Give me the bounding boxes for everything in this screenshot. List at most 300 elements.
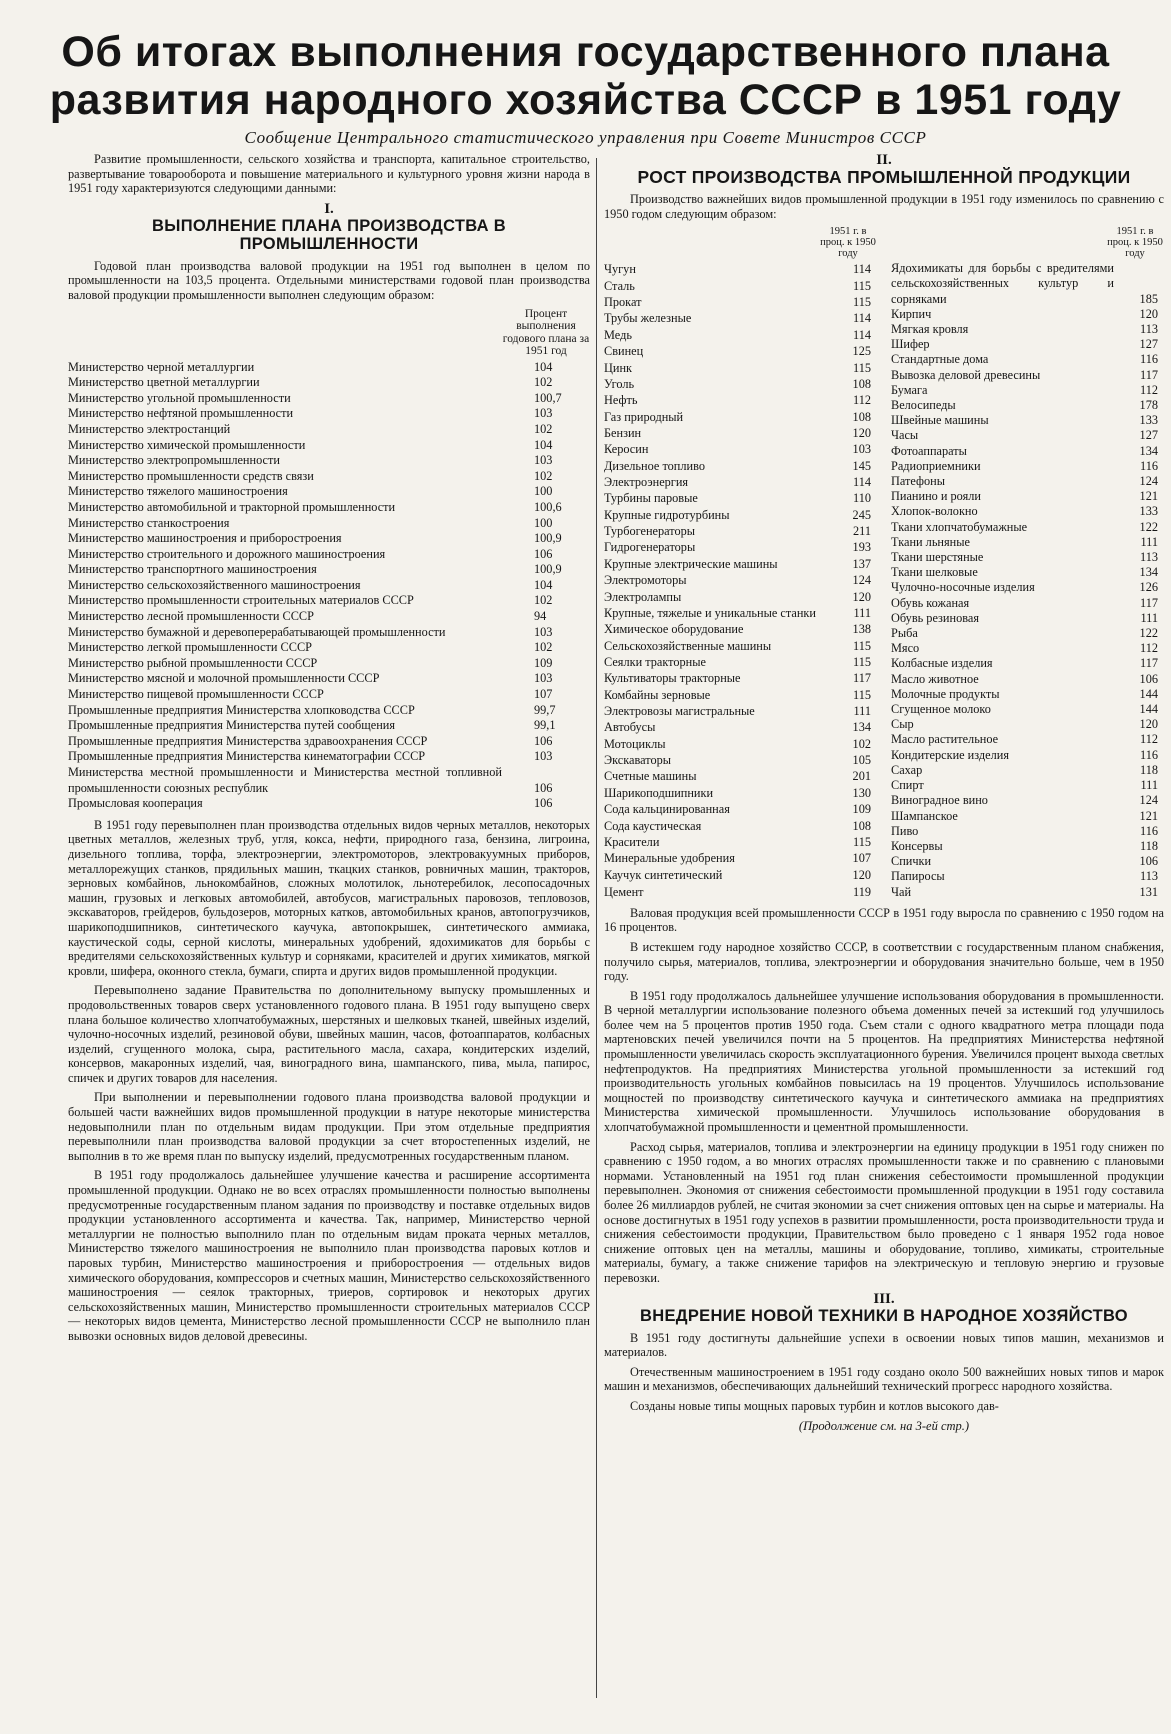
product-row-value: 133 — [1139, 504, 1158, 519]
product-row-value: 115 — [853, 360, 871, 375]
product-row-label: Автобусы — [604, 720, 656, 735]
ministry-row-label: Министерство угольной промышленности — [68, 390, 291, 405]
product-row — [604, 850, 877, 866]
product-row-value: 133 — [1139, 413, 1158, 428]
product-row-value: 117 — [1140, 656, 1158, 671]
product-row — [891, 672, 1164, 687]
product-row-label: Спички — [891, 854, 932, 869]
product-row-label: Электромоторы — [604, 573, 687, 588]
product-row-value: 122 — [1139, 626, 1158, 641]
product-row — [891, 444, 1164, 459]
product-row-label: Фотоаппараты — [891, 443, 967, 458]
product-row-value: 134 — [1139, 565, 1158, 580]
product-row-value: 103 — [852, 442, 871, 457]
product-row-value: 115 — [853, 834, 871, 849]
ministry-row — [68, 578, 590, 594]
ministry-row — [68, 703, 590, 719]
product-row-label: Шифер — [891, 337, 930, 352]
product-row-label: Газ природный — [604, 409, 684, 424]
product-row-value: 125 — [852, 344, 871, 359]
product-row — [891, 885, 1164, 900]
product-row-value: 102 — [852, 736, 871, 751]
product-row-value: 145 — [852, 458, 871, 473]
product-row-value: 130 — [852, 785, 871, 800]
product-row — [604, 817, 877, 833]
product-row-value: 121 — [1139, 808, 1158, 823]
product-row — [604, 441, 877, 457]
product-row — [604, 294, 877, 310]
product-row-label: Нефть — [604, 393, 638, 408]
product-row — [604, 834, 877, 850]
ministry-row-label: Министерство транспортного машиностроения — [68, 562, 317, 577]
ministry-table-header: Процент выполнения годового плана за 1951 год — [502, 307, 590, 358]
product-row-label: Красители — [604, 834, 660, 849]
product-row — [891, 398, 1164, 413]
product-row-value: 121 — [1139, 489, 1158, 504]
product-row-label: Турбины паровые — [604, 491, 698, 506]
product-row — [604, 768, 877, 784]
product-row-label: Крупные гидротурбины — [604, 507, 730, 522]
product-row-label: Сеялки тракторные — [604, 654, 706, 669]
ministry-row-value: 109 — [534, 655, 553, 670]
ministry-row-label: Министерство электропромышленности — [68, 453, 280, 468]
product-row — [604, 719, 877, 735]
product-row-value: 111 — [1140, 778, 1158, 793]
product-row-label: Кирпич — [891, 306, 932, 321]
product-row-value: 127 — [1139, 337, 1158, 352]
product-row — [891, 383, 1164, 398]
product-row — [891, 869, 1164, 884]
ministry-row-label: Министерство рыбной промышленности СССР — [68, 655, 318, 670]
ministry-row-label: Министерство станкостроения — [68, 515, 230, 530]
product-row-value: 111 — [1140, 534, 1158, 549]
product-row-label: Медь — [604, 327, 632, 342]
ministry-row-value: 102 — [534, 593, 553, 608]
product-row-label: Прокат — [604, 295, 642, 310]
ministry-row — [68, 625, 590, 641]
product-row-value: 120 — [1139, 306, 1158, 321]
ministry-row-value: 106 — [534, 546, 553, 561]
product-row-value: 113 — [1140, 322, 1158, 336]
products-table-left — [604, 261, 877, 900]
product-row-label: Швейные машины — [891, 413, 989, 428]
section-1-number: I. — [324, 200, 334, 217]
product-row-label: Бумага — [891, 382, 928, 397]
page-subheadline: Сообщение Центрального статистического управления при Совете Министров СССР — [244, 128, 927, 147]
product-row-value: 120 — [1139, 717, 1158, 732]
product-row-label: Сгущенное молоко — [891, 702, 991, 717]
paragraph-supply: В истекшем году народное хозяйство СССР, в соответствии с государственным планом снабжения, получило сырья, материалов, топлива, электроэнергии и оборудования значительно больше, чем в 1950 году. — [604, 939, 1164, 984]
product-row — [891, 337, 1164, 352]
product-row-value: 134 — [852, 720, 871, 735]
product-row-label: Стандартные дома — [891, 352, 989, 367]
product-row-label: Шарикоподшипники — [604, 785, 714, 800]
product-row-label: Мягкая кровля — [891, 322, 969, 336]
product-row — [891, 702, 1164, 717]
product-row — [891, 778, 1164, 793]
product-row-value: 211 — [853, 524, 871, 539]
product-row-label: Бензин — [604, 425, 642, 440]
ministry-row — [68, 531, 590, 547]
paragraph-cost-reduction: Расход сырья, материалов, топлива и электроэнергии на единицу продукции в 1951 году снижен по сравнению с 1950 годом, а во многих отраслях промышленности также и по сравнению с плановыми нормами. Установленный на 1951 год план снижения себестоимости промышленной продукции перевыполнен. Экономия от снижения себестоимости промышленной продукции в 1951 году составила более 26 миллиардов рублей, не считая экономии за счет снижения оптовых цен на сырье и материалы. На основе достигнутых в 1951 году успехов в развитии промышленности, роста производительности труда и снижения себестоимости продукции, Правительством было проведено с 1 января 1952 года новое снижение оптовых цен на металлы, машины и оборудование, топливо, химикаты, строительные материалы, бумагу, а также снижение тарифов на электрическую и тепловую энергию и грузовые перевозки. — [604, 1139, 1164, 1285]
ministry-row-label: Промысловая кооперация — [68, 796, 203, 811]
ministry-row-label: Министерство промышленности средств связи — [68, 468, 314, 483]
product-row-label: Часы — [891, 428, 919, 443]
product-row — [891, 809, 1164, 824]
ministry-row-value: 102 — [534, 421, 553, 436]
product-row — [604, 343, 877, 359]
product-row — [604, 785, 877, 801]
section-1-paragraph: Годовой план производства валовой продукции на 1951 год выполнен в целом по промышленности на 103,5 процента. Отдельными министерствами годовой план производства валовой продукции промышленности выполнен следующим образом: — [68, 258, 590, 302]
paragraph-equipment-use: В 1951 году продолжалось дальнейшее улучшение использования оборудования в промышленности. В черной металлургии использование полезного объема доменных печей за истекший год улучшилось более чем на 5 процентов против 1950 года. Съем стали с одного квадратного метра площади пода мартеновских печей увеличился почти на 5 процентов. На предприятиях Министерства нефтяной промышленности увеличилась скорость эксплуатационного бурения. Увеличился процент выхода светлых нефтепродуктов. На предприятиях Министерства угольной промышленности за истекший год производительность угольных комбайнов повысилась на 19 процентов. Улучшилось использование мощностей по производству синтетического каучука и синтетического аммиака на предприятиях Министерства химической промышленности. Улучшилось использование оборудования в хлопчатобумажной промышленности и цементной промышленности. — [604, 988, 1164, 1135]
product-row — [604, 425, 877, 441]
product-row — [891, 459, 1164, 474]
product-row-value: 115 — [853, 638, 871, 653]
ministry-row — [68, 438, 590, 454]
ministry-row-value: 100,6 — [534, 499, 562, 514]
product-row-label: Молочные продукты — [891, 686, 1000, 701]
ministry-row — [68, 391, 590, 407]
ministry-row — [68, 734, 590, 750]
paragraph-new-types: В 1951 году достигнуты дальнейшие успехи в освоении новых типов машин, механизмов и материалов. — [604, 1330, 1164, 1360]
product-row-label: Дизельное топливо — [604, 458, 705, 473]
product-row-value: 193 — [852, 540, 871, 555]
product-row — [891, 535, 1164, 550]
product-row-value: 117 — [1140, 367, 1158, 382]
product-row-value: 134 — [1139, 443, 1158, 458]
ministry-row — [68, 469, 590, 485]
product-row-label: Сода кальцинированная — [604, 802, 730, 817]
product-row-label: Рыба — [891, 626, 918, 641]
product-row-value: 116 — [1140, 352, 1158, 367]
ministry-row — [68, 516, 590, 532]
paragraph-quality: В 1951 году продолжалось дальнейшее улучшение качества и расширение ассортимента промышленной продукции. Однако не во всех отраслях промышленности полностью выполнены предусмотренные государственным планом задания по производству и поставке отдельных видов продукции установленного ассортимента и качества. Так, например, Министерство черной металлургии не полностью выполнило план по отдельным видам проката черных металлов, Министерство тяжелого машиностроения не выполнило план производства паровых котлов и паровых турбин, Министерство машиностроения и приборостроения — отдельных видов химического оборудования, компрессоров и счетных машин, Министерство сельскохозяйственного машиностроения — сеялок тракторных, триеров, сортировок и некоторых других сельскохозяйственных машин, Министерство промышленности строительных материалов СССР — некоторых видов цемента, Министерство лесной промышленности СССР не выполнило план вывозки основных видов деловой древесины. — [68, 1168, 590, 1343]
ministry-row — [68, 609, 590, 625]
product-row-label: Ткани шелковые — [891, 565, 978, 580]
product-row-label: Химическое оборудование — [604, 622, 744, 637]
product-row — [891, 580, 1164, 595]
continued-note: (Продолжение см. на 3-ей стр.) — [798, 1418, 970, 1433]
left-column — [68, 152, 590, 1349]
products-table-header — [604, 226, 1164, 259]
product-row-value: 115 — [853, 295, 871, 310]
product-row-value: 138 — [852, 622, 871, 637]
ministry-row — [68, 749, 590, 765]
product-row-value: 117 — [1140, 595, 1158, 610]
product-row-label: Мясо — [891, 641, 920, 656]
product-row-value: 108 — [852, 376, 871, 391]
page-headline — [20, 28, 1151, 124]
product-row — [604, 376, 877, 392]
product-row-value: 117 — [853, 671, 871, 686]
product-row-label: Электровозы магистральные — [604, 704, 755, 719]
product-row — [604, 621, 877, 637]
product-row-value: 201 — [852, 769, 871, 784]
ministry-row-value: 104 — [534, 437, 553, 452]
product-row — [891, 489, 1164, 504]
product-row-value: 109 — [852, 802, 871, 817]
ministry-row — [68, 375, 590, 391]
product-row — [891, 520, 1164, 535]
product-row-value: 114 — [853, 327, 871, 342]
product-row-value: 108 — [852, 818, 871, 833]
paragraph-machine-building: Отечественным машиностроением в 1951 году создано около 500 важнейших новых типов и марок машин и механизмов, обеспечивающих дальнейший технический прогресс народного хозяйства. — [604, 1364, 1164, 1394]
ministry-row-label: Министерство мясной и молочной промышленности СССР — [68, 671, 380, 686]
product-row — [891, 839, 1164, 854]
product-row — [604, 474, 877, 490]
product-row — [891, 641, 1164, 656]
product-row-label: Комбайны зерновые — [604, 687, 711, 702]
ministry-row — [68, 671, 590, 687]
product-row-label: Чугун — [604, 262, 636, 277]
product-row — [891, 732, 1164, 747]
product-row — [891, 322, 1164, 337]
product-row — [891, 824, 1164, 839]
product-row — [604, 556, 877, 572]
product-row — [604, 752, 877, 768]
product-row-value: 118 — [1140, 838, 1158, 853]
ministry-row — [68, 765, 590, 796]
product-row-label: Чулочно-носочные изделия — [891, 580, 1035, 595]
product-row — [604, 736, 877, 752]
product-row-value: 114 — [853, 311, 871, 326]
product-row-label: Крупные электрические машины — [604, 556, 778, 571]
product-row — [604, 637, 877, 653]
product-row-label: Ткани шерстяные — [891, 550, 984, 565]
product-row — [604, 310, 877, 326]
product-row-label: Электроэнергия — [604, 475, 689, 490]
ministry-row — [68, 796, 590, 812]
product-row-label: Виноградное вино — [891, 793, 988, 808]
section-2-title: РОСТ ПРОИЗВОДСТВА ПРОМЫШЛЕННОЙ ПРОДУКЦИИ — [637, 167, 1131, 187]
product-row — [891, 565, 1164, 580]
product-row-label: Турбогенераторы — [604, 524, 696, 539]
product-row-label: Обувь резиновая — [891, 610, 979, 625]
product-row-label: Керосин — [604, 442, 649, 457]
product-row — [891, 717, 1164, 732]
product-row-label: Сахар — [891, 762, 923, 777]
product-row-value: 112 — [1140, 732, 1158, 747]
ministry-row-label: Министерство черной металлургии — [68, 359, 255, 374]
ministry-row — [68, 687, 590, 703]
product-row-value: 119 — [853, 884, 871, 899]
product-row-value: 116 — [1140, 823, 1158, 838]
product-row-label: Хлопок-волокно — [891, 504, 978, 519]
ministry-row-label: Министерство пищевой промышленности СССР — [68, 687, 324, 702]
ministry-row-label: Министерства местной промышленности и Министерства местной топливной промышленности союзных республик — [68, 765, 502, 795]
ministry-row — [68, 422, 590, 438]
product-row-value: 112 — [1140, 382, 1158, 397]
product-row — [891, 611, 1164, 626]
ministry-row-value: 102 — [534, 640, 553, 655]
product-row — [891, 656, 1164, 671]
product-row — [604, 359, 877, 375]
product-row — [604, 572, 877, 588]
product-row-label: Пианино и рояли — [891, 489, 981, 504]
product-row-label: Велосипеды — [891, 398, 956, 413]
ministry-row — [68, 500, 590, 516]
product-row — [891, 307, 1164, 322]
product-row-value: 120 — [852, 425, 871, 440]
product-row-value: 115 — [853, 687, 871, 702]
product-row — [604, 507, 877, 523]
product-row-label: Патефоны — [891, 474, 945, 489]
ministry-row-value: 100 — [534, 484, 553, 499]
ministry-row-label: Министерство машиностроения и приборостроения — [68, 531, 342, 546]
ministry-row — [68, 484, 590, 500]
ministry-row-value: 103 — [534, 671, 553, 686]
section-1-title: ВЫПОЛНЕНИЕ ПЛАНА ПРОИЗВОДСТВА В ПРОМЫШЛЕННОСТИ — [152, 216, 506, 253]
product-row-label: Кондитерские изделия — [891, 747, 1009, 762]
ministry-row — [68, 593, 590, 609]
ministry-row-label: Министерство промышленности строительных материалов СССР — [68, 593, 414, 608]
product-row-value: 112 — [853, 393, 871, 408]
ministry-table — [68, 360, 590, 812]
product-row-label: Культиваторы тракторные — [604, 671, 741, 686]
product-row-label: Папиросы — [891, 869, 945, 884]
ministry-row — [68, 718, 590, 734]
ministry-row-label: Министерство цветной металлургии — [68, 375, 260, 390]
product-row-label: Ткани хлопчатобумажные — [891, 519, 1028, 534]
ministry-row-label: Министерство нефтяной промышленности — [68, 406, 294, 421]
product-row-value: 110 — [853, 491, 871, 506]
product-row-value: 245 — [852, 507, 871, 522]
product-row — [891, 413, 1164, 428]
product-row-value: 124 — [1139, 793, 1158, 808]
product-row-value: 107 — [852, 851, 871, 866]
section-2-paragraph: Производство важнейших видов промышленной продукции в 1951 году изменилось по сравнению с 1950 годом следующим образом: — [604, 192, 1164, 221]
product-row-label: Масло растительное — [891, 732, 999, 747]
product-row-value: 106 — [1139, 854, 1158, 869]
product-row-value: 131 — [1139, 884, 1158, 899]
ministry-row-value: 104 — [534, 359, 553, 374]
product-row — [604, 801, 877, 817]
product-row-label: Каучук синтетический — [604, 867, 723, 882]
product-row-value: 115 — [853, 654, 871, 669]
section-3-title: ВНЕДРЕНИЕ НОВОЙ ТЕХНИКИ В НАРОДНОЕ ХОЗЯЙСТВО — [640, 1306, 1128, 1325]
product-row-label: Минеральные удобрения — [604, 851, 735, 866]
paragraph-additional-goods: Перевыполнено задание Правительства по дополнительному выпуску промышленных и продовольственных товаров сверх установленного годового плана. В 1951 году выпущено сверх плана большое количество хлопчатобумажных, шерстяных и шелковых тканей, швейных изделий, чулочно-носочных изделий, резиновой обуви, швейных машин, часов, фотоаппаратов, колбасных изделий, сгущенного молока, сыра, растительного масла, сахара, кондитерских изделий, консервов, макаронных изделий, чая, виноградного вина, шампанского, пива, мыла, папирос, спичек и других товаров для населения. — [68, 983, 590, 1085]
intro-paragraph: Развитие промышленности, сельского хозяйства и транспорта, капитальное строительство, развертывание товарооборота и повышение материального и культурного уровня жизни народа в 1951 году характеризуются следующими данными: — [68, 152, 590, 196]
product-row-label: Цинк — [604, 360, 633, 375]
ministry-row-value: 99,7 — [534, 702, 556, 717]
product-row-label: Шампанское — [891, 808, 958, 823]
product-row — [604, 327, 877, 343]
product-row — [604, 523, 877, 539]
ministry-row-value: 107 — [534, 687, 553, 702]
ministry-row-label: Министерство электростанций — [68, 421, 231, 436]
product-row-label: Трубы железные — [604, 311, 692, 326]
products-left-header: 1951 г. в проц. к 1950 году — [820, 226, 876, 260]
ministry-row-value: 103 — [534, 453, 553, 468]
product-row — [891, 504, 1164, 519]
paragraph-turbines: Созданы новые типы мощных паровых турбин и котлов высокого дав- — [630, 1398, 999, 1413]
product-row-label: Ядохимикаты для борьбы с вредителями сельскохозяйственных культур и сорняками — [891, 261, 1114, 306]
paragraph-overfulfilled: В 1951 году перевыполнен план производства отдельных видов черных металлов, некоторых цветных металлов, железных труб, угля, кокса, нефти, природного газа, бензина, лигроина, дизельного топлива, торфа, электроэнергии, электромоторов, электровакуумных приборов, металлорежущих станков, прядильных машин, ткацких станков, ровничных машин, тракторов, зерновых комбайнов, льнокомбайнов, сложных молотилок, льнотеребилок, лесопосадочных машин, грузовых и легковых автомобилей, автобусов, магистральных паровозов, тепловозов, экскаваторов, грейдеров, бульдозеров, моторных катков, автомобильных кранов, автопогрузчиков, шарикоподшипников, синтетического каучука, автопокрышек, синтетического аммиака, каустической соды, серной кислоты, минеральных удобрений, ядохимикатов для борьбы с вредителями сельскохозяйственных культур и сорняками, красителей и других химикатов, мягкой кровли, шифера, оконного стекла, бумаги, спирта и других видов промышленной продукции. — [68, 817, 590, 978]
right-column — [604, 150, 1164, 1433]
product-row-label: Вывозка деловой древесины — [891, 367, 1041, 382]
ministry-row-label: Министерство лесной промышленности СССР — [68, 609, 314, 624]
products-table-right — [891, 261, 1164, 900]
product-row-value: 111 — [1140, 610, 1158, 625]
ministry-row-label: Министерство химической промышленности — [68, 437, 306, 452]
product-row-value: 178 — [1139, 398, 1158, 413]
product-row-value: 114 — [853, 262, 871, 277]
paragraph-underfulfilled: При выполнении и перевыполнении годового плана производства валовой продукции и большей части важнейших видов промышленной продукции в натуре некоторые министерства недовыполнили план по отдельным видам продукции. При этом отдельные предприятия перевыполнили план производства валовой продукции за счет второстепенных изделий, не выполнив в то же время план по выпуску изделий, предусмотренных государственным планом. — [68, 1090, 590, 1163]
products-right-header: 1951 г. в проц. к 1950 году — [1107, 226, 1163, 260]
product-row-label: Крупные, тяжелые и уникальные станки — [604, 605, 816, 620]
ministry-row — [68, 406, 590, 422]
product-row — [604, 588, 877, 604]
product-row-label: Сельскохозяйственные машины — [604, 638, 772, 653]
product-row-label: Уголь — [604, 376, 635, 391]
product-row-value: 106 — [1139, 671, 1158, 686]
product-row — [604, 687, 877, 703]
product-row — [604, 278, 877, 294]
product-row-label: Цемент — [604, 884, 644, 899]
product-row-value: 113 — [1140, 869, 1158, 884]
product-row — [604, 261, 877, 277]
product-row-label: Колбасные изделия — [891, 656, 993, 671]
ministry-row-value: 100,9 — [534, 562, 562, 577]
product-row-value: 113 — [1140, 550, 1158, 565]
ministry-row-value: 100,7 — [534, 390, 562, 405]
product-row-label: Электролампы — [604, 589, 682, 604]
product-row-value: 120 — [852, 589, 871, 604]
product-row-value: 124 — [1139, 474, 1158, 489]
product-row-value: 108 — [852, 409, 871, 424]
product-row — [891, 261, 1164, 307]
product-row-value: 137 — [852, 556, 871, 571]
ministry-row-label: Министерство легкой промышленности СССР — [68, 640, 312, 655]
product-row — [891, 428, 1164, 443]
product-row-label: Ткани льняные — [891, 534, 970, 549]
product-row-label: Спирт — [891, 778, 924, 793]
product-row-value: 144 — [1139, 686, 1158, 701]
product-row-value: 111 — [853, 605, 871, 620]
ministry-row-value: 106 — [534, 780, 553, 795]
section-3-number: III. — [873, 1290, 895, 1307]
product-row-label: Масло животное — [891, 671, 979, 686]
ministry-row-value: 100,9 — [534, 531, 562, 546]
product-row-value: 127 — [1139, 428, 1158, 443]
ministry-row-label: Министерство строительного и дорожного машиностроения — [68, 546, 386, 561]
product-row-value: 116 — [1140, 458, 1158, 473]
product-row-label: Сыр — [891, 717, 914, 732]
product-row-value: 122 — [1139, 519, 1158, 534]
product-row — [891, 368, 1164, 383]
product-row — [891, 626, 1164, 641]
product-row-value: 144 — [1139, 702, 1158, 717]
product-row-label: Сода каустическая — [604, 818, 702, 833]
product-row — [891, 474, 1164, 489]
ministry-row-value: 106 — [534, 733, 553, 748]
ministry-row-value: 99,1 — [534, 718, 556, 733]
product-row-value: 116 — [1140, 747, 1158, 762]
ministry-row-label: Министерство бумажной и деревоперерабатывающей промышленности — [68, 624, 446, 639]
ministry-row — [68, 562, 590, 578]
ministry-row-label: Промышленные предприятия Министерства хлопководства СССР — [68, 702, 415, 717]
ministry-row-value: 102 — [534, 375, 553, 390]
headline-line-1: Об итогах выполнения государственного плана — [61, 28, 1110, 76]
ministry-row-label: Министерство автомобильной и тракторной промышленности — [68, 499, 396, 514]
product-row-value: 115 — [853, 278, 871, 293]
product-row-value: 124 — [852, 573, 871, 588]
column-divider — [596, 158, 597, 1698]
product-row-label: Чай — [891, 884, 912, 899]
paragraph-gross-output: Валовая продукция всей промышленности СССР в 1951 году выросла по сравнению с 1950 годом на 16 процентов. — [604, 905, 1164, 935]
product-row-label: Радиоприемники — [891, 458, 981, 473]
